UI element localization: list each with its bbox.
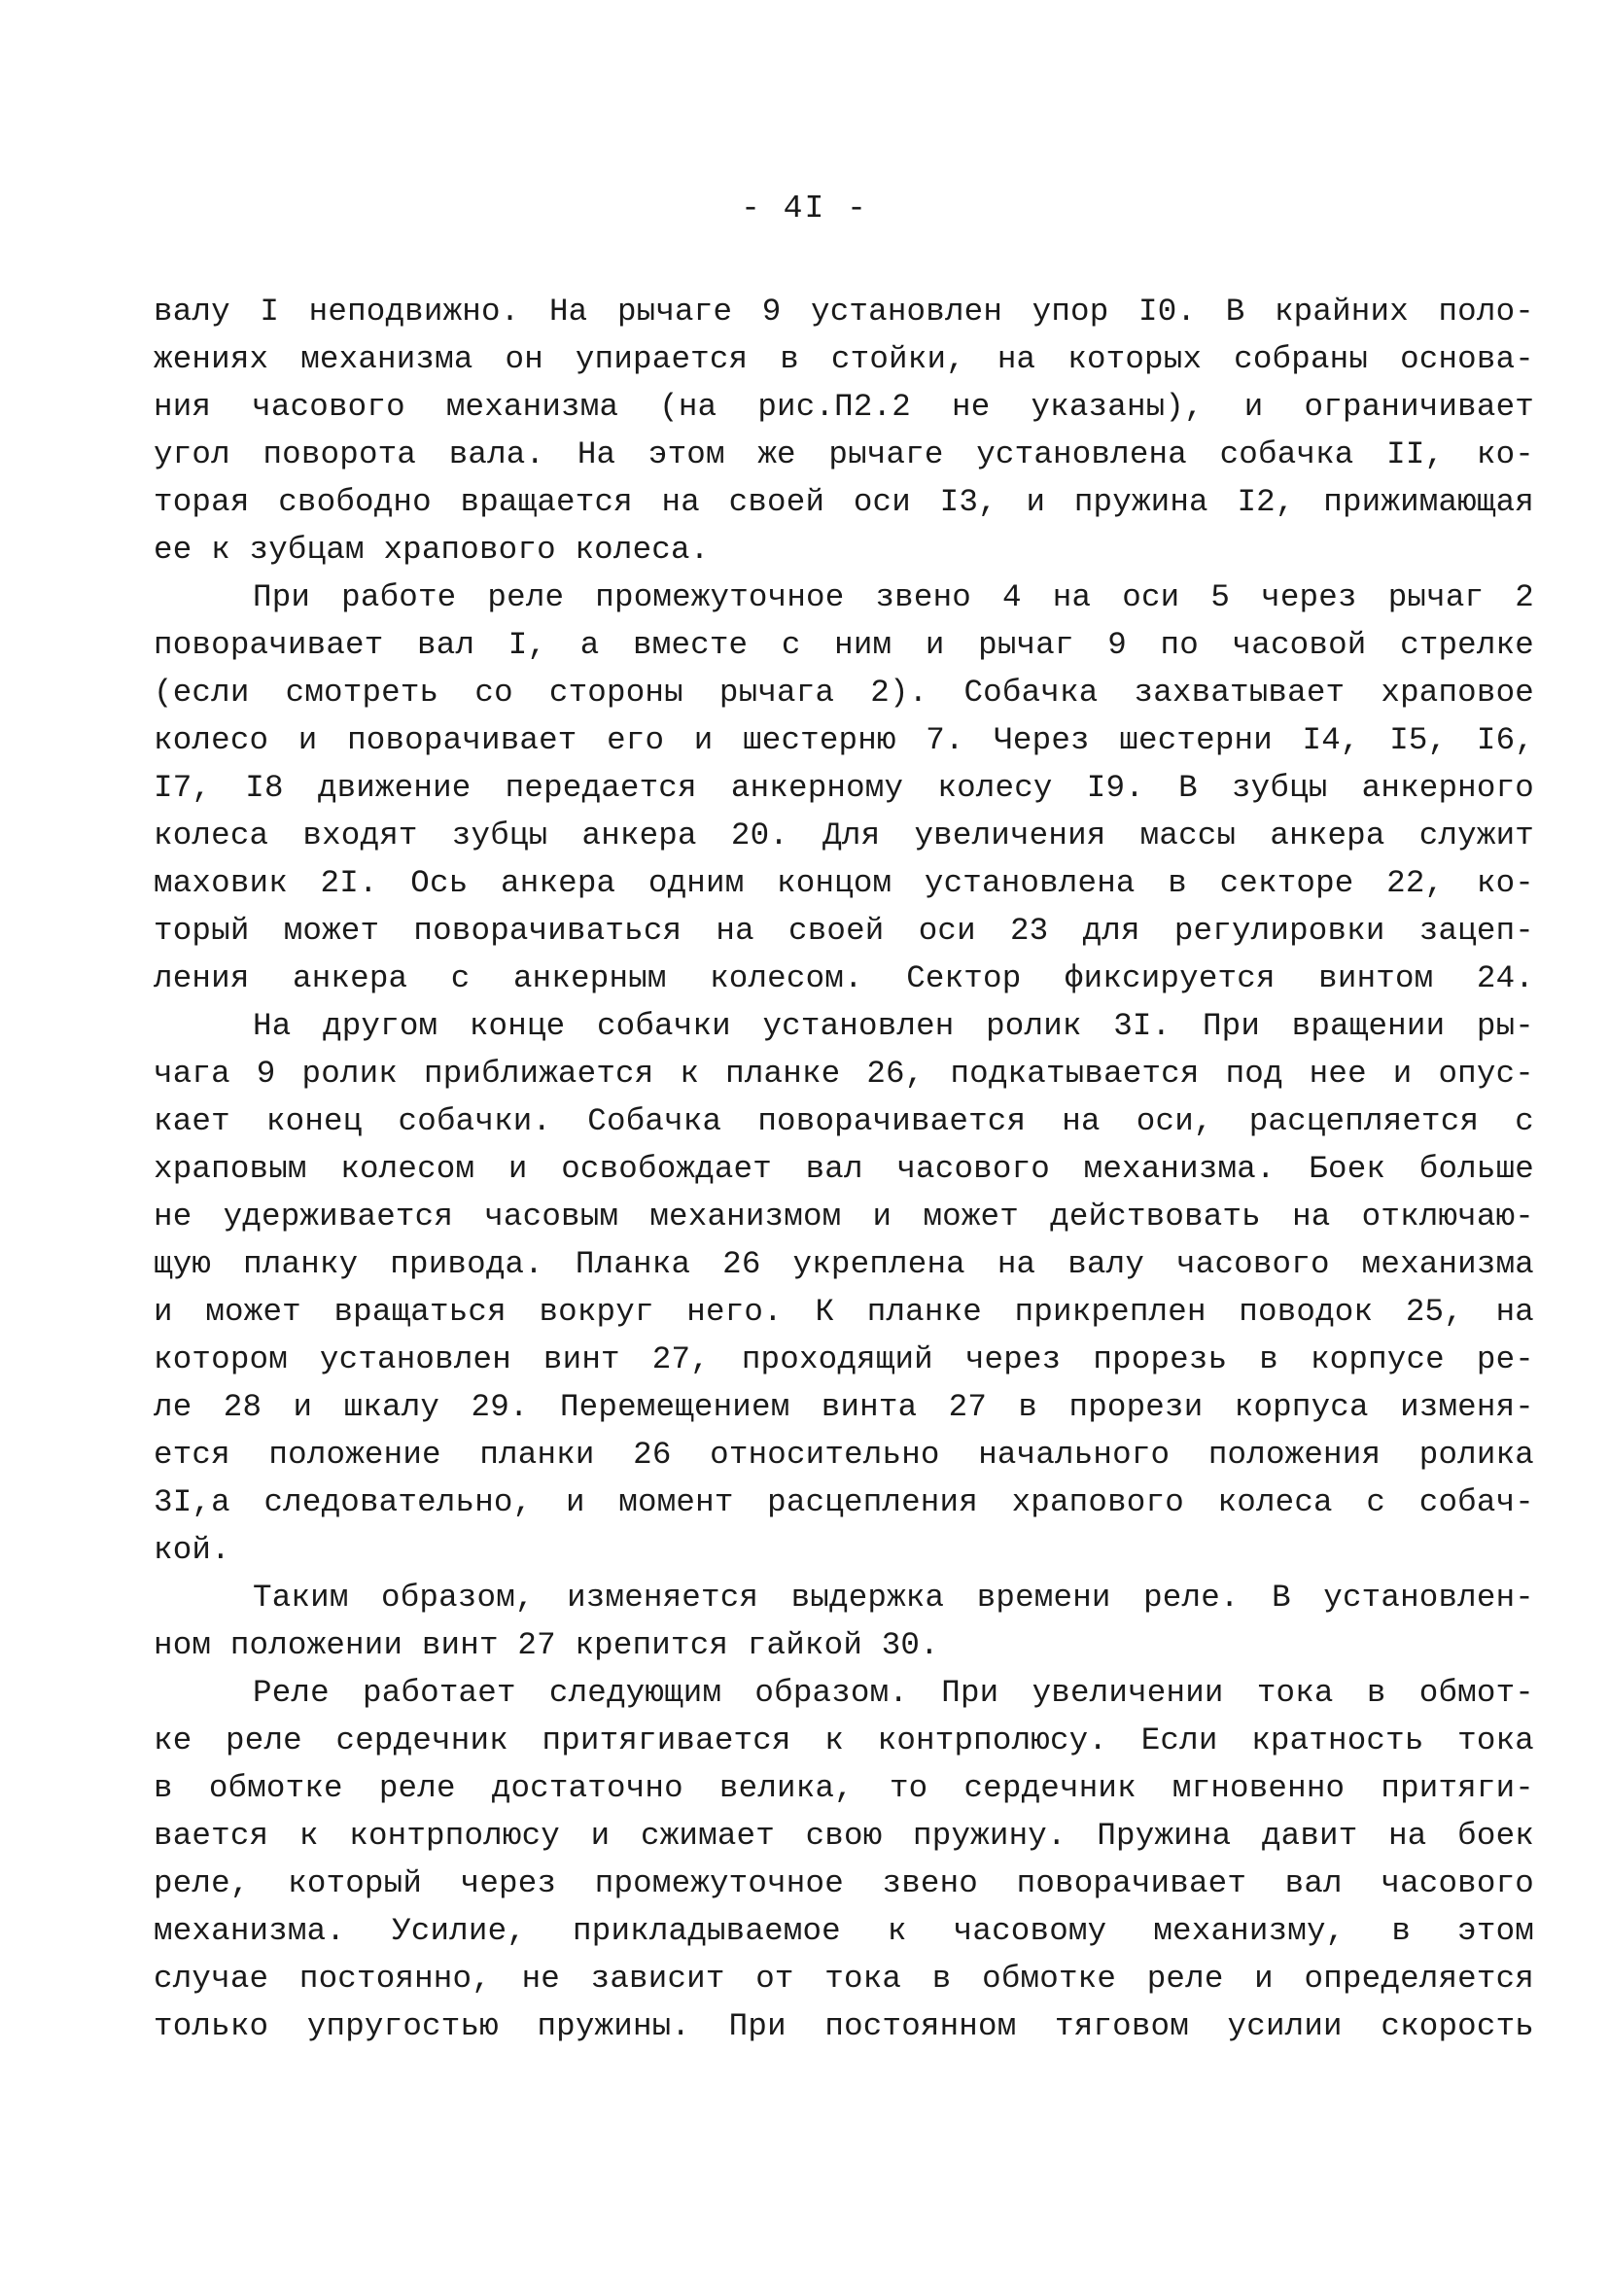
page-number: - 4I - [741,191,868,226]
text-line: I7, I8 движение передается анкерному колесу I9. В зубцы анкерного [154,770,1534,806]
text-line: и может вращаться вокруг него. К планке прикреплен поводок 25, на [154,1294,1534,1330]
text-line: валу I неподвижно. На рычаге 9 установлен упор I0. В крайних поло- [154,294,1534,330]
text-line: чага 9 ролик приближается к планке 26, подкатывается под нее и опус- [154,1056,1534,1092]
text-line: ке реле сердечник притягивается к контрполюсу. Если кратность тока [154,1722,1534,1758]
text-line: торая свободно вращается на своей оси I3, и пружина I2, прижимающая [154,484,1534,520]
text-line: поворачивает вал I, а вместе с ним и рычаг 9 по часовой стрелке [154,627,1534,663]
text-line: маховик 2I. Ось анкера одним концом установлена в секторе 22, ко- [154,865,1534,901]
text-line: жениях механизма он упирается в стойки, на которых собраны основа- [154,341,1534,377]
text-line: Реле работает следующим образом. При увеличении тока в обмот- [253,1675,1534,1711]
text-line: ном положении винт 27 крепится гайкой 30. [154,1627,939,1663]
text-line: При работе реле промежуточное звено 4 на оси 5 через рычаг 2 [253,579,1534,615]
text-line: реле, который через промежуточное звено поворачивает вал часового [154,1865,1534,1901]
text-line: котором установлен винт 27, проходящий через прорезь в корпусе ре- [154,1341,1534,1377]
text-line: кой. [154,1532,230,1568]
text-line: ется положение планки 26 относительно начального положения ролика [154,1437,1534,1473]
text-line: только упругостью пружины. При постоянном тяговом усилии скорость [154,2008,1534,2044]
text-line: Таким образом, изменяется выдержка времени реле. В установлен- [253,1580,1534,1616]
text-line: вается к контрполюсу и сжимает свою пружину. Пружина давит на боек [154,1818,1534,1854]
text-line: колеса входят зубцы анкера 20. Для увеличения массы анкера служит [154,818,1534,853]
body-text [154,288,1534,2050]
text-line: торый может поворачиваться на своей оси 23 для регулировки зацеп- [154,913,1534,949]
text-line: ления анкера с анкерным колесом. Сектор фиксируется винтом 24. [154,960,1534,996]
text-line: щую планку привода. Планка 26 укреплена на валу часового механизма [154,1246,1534,1282]
text-line: На другом конце собачки установлен ролик 3I. При вращении ры- [253,1008,1534,1044]
text-line: храповым колесом и освобождает вал часового механизма. Боек больше [154,1151,1534,1187]
text-line: 3I,а следовательно, и момент расцепления храпового колеса с собач- [154,1484,1534,1520]
text-line: колесо и поворачивает его и шестерню 7. Через шестерни I4, I5, I6, [154,722,1534,758]
text-line: (если смотреть со стороны рычага 2). Собачка захватывает храповое [154,675,1534,711]
text-line: кает конец собачки. Собачка поворачивается на оси, расцепляется с [154,1103,1534,1139]
text-line: угол поворота вала. На этом же рычаге установлена собачка II, ко- [154,436,1534,472]
text-line: ле 28 и шкалу 29. Перемещением винта 27 в прорези корпуса изменя- [154,1389,1534,1425]
text-line: механизма. Усилие, прикладываемое к часовому механизму, в этом [154,1913,1534,1949]
text-line: случае постоянно, не зависит от тока в обмотке реле и определяется [154,1961,1534,1997]
text-line: ния часового механизма (на рис.П2.2 не указаны), и ограничивает [154,389,1534,425]
text-line: не удерживается часовым механизмом и может действовать на отключаю- [154,1199,1534,1235]
text-line: в обмотке реле достаточно велика, то сердечник мгновенно притяги- [154,1770,1534,1806]
text-line: ее к зубцам храпового колеса. [154,532,710,568]
